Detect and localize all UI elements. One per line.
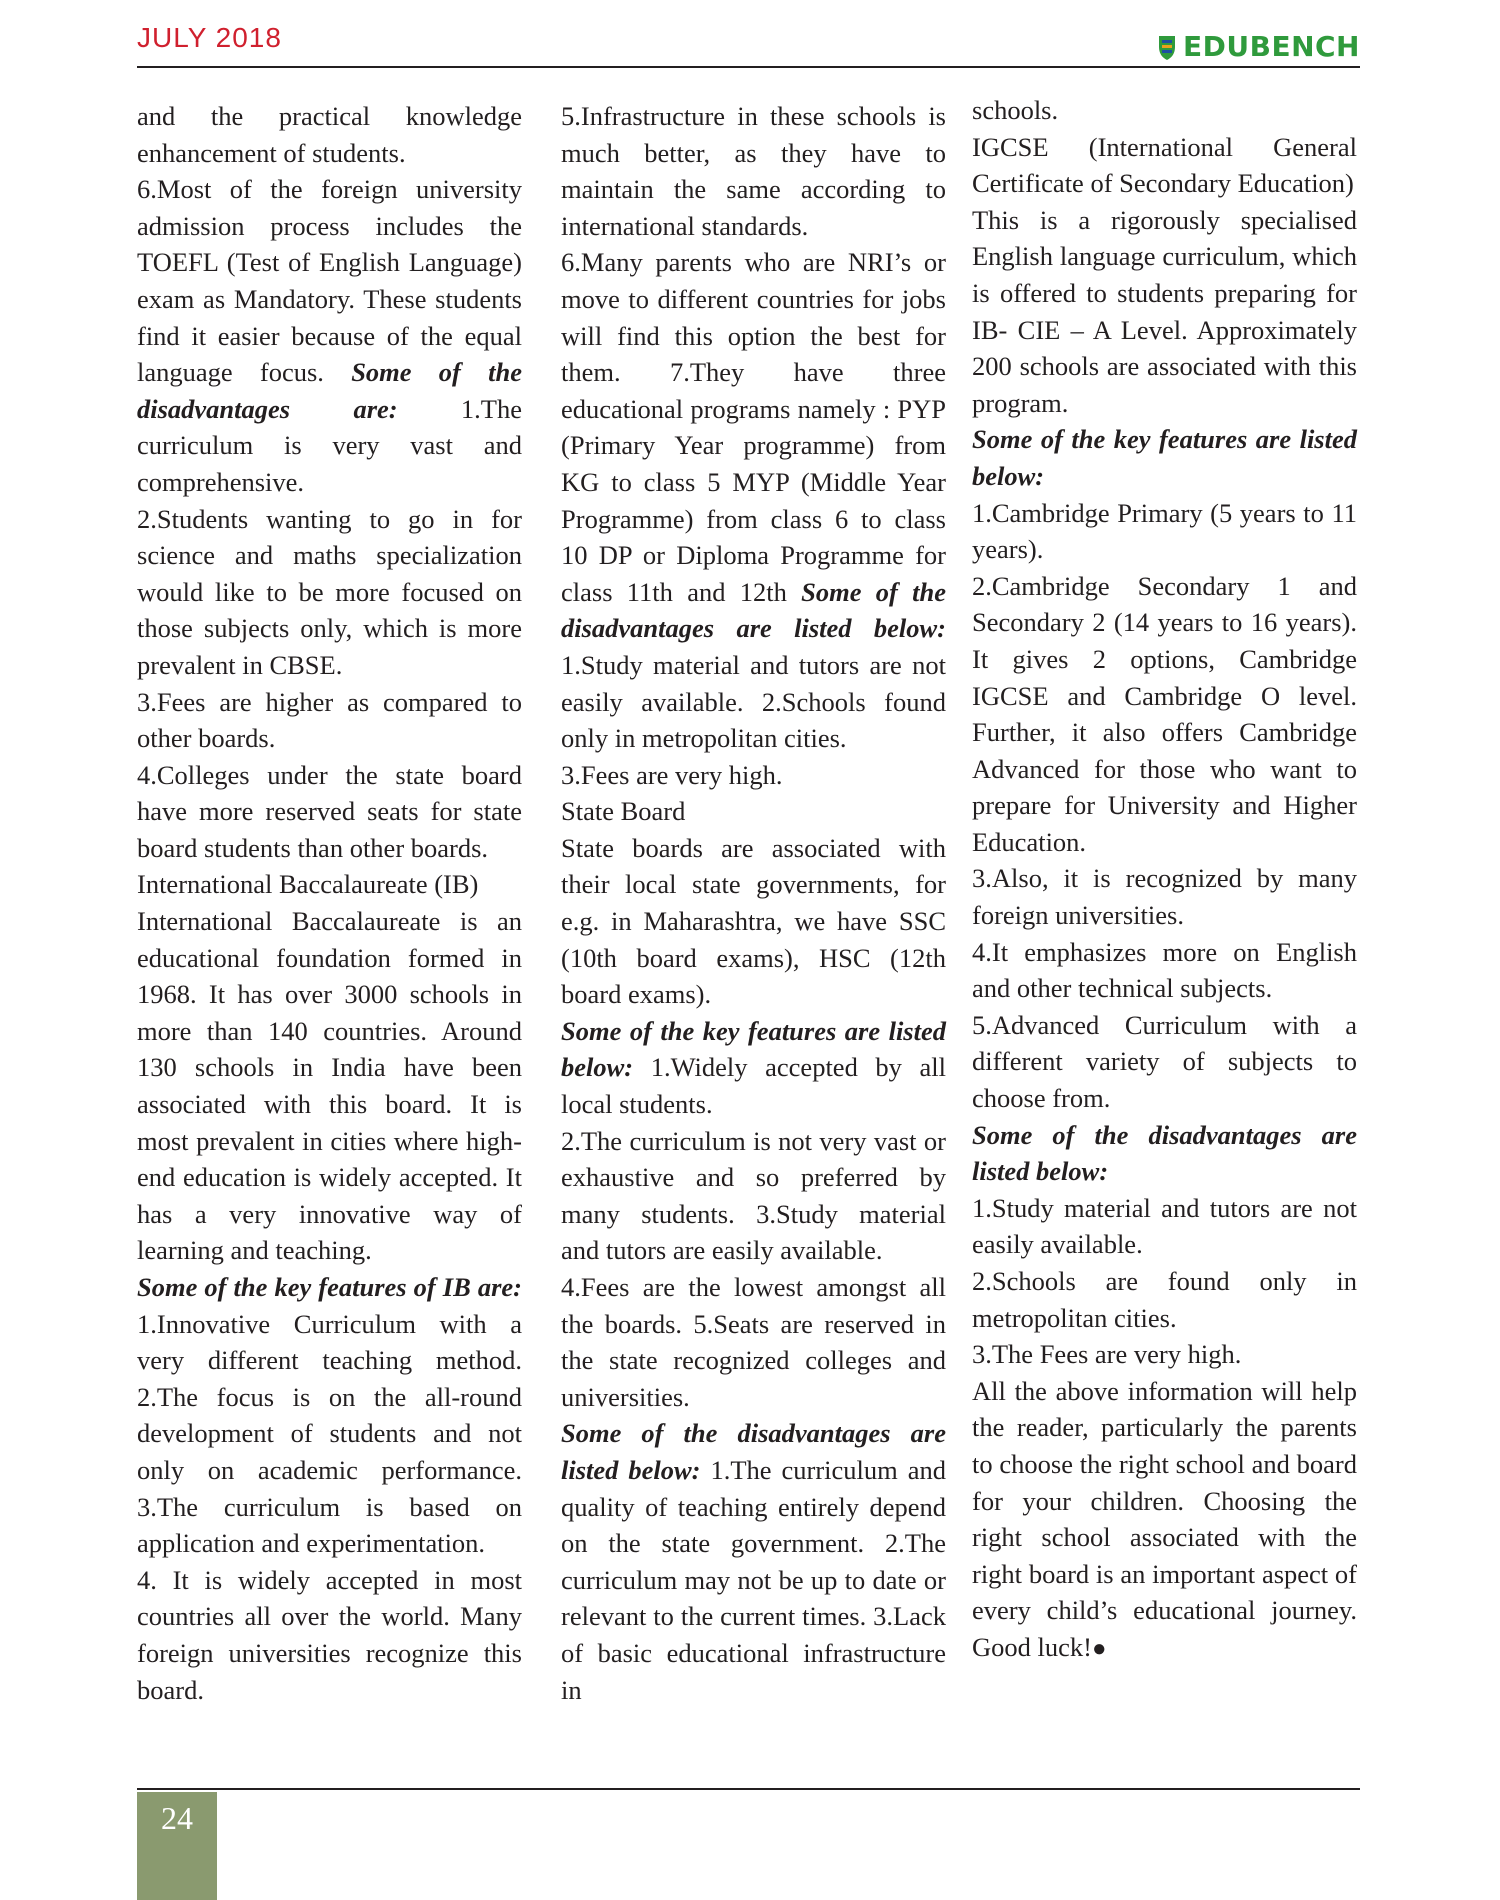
paragraph-text: 1.The curriculum is very vast and comprehensive. <box>137 393 522 497</box>
footer-divider <box>137 1788 1360 1790</box>
disadvantages-heading: Some of the disadvantages are listed below: <box>972 1119 1357 1187</box>
text-column-2 <box>561 98 946 1708</box>
page-number-tab <box>137 1792 217 1900</box>
paragraph-text: 1.Widely accepted by all local students. <box>561 1052 946 1120</box>
issue-date: JULY 2018 <box>137 22 282 53</box>
paragraph <box>972 1373 1357 1668</box>
paragraph: and the practical knowledge enhancement of students. <box>137 101 522 168</box>
disadvantages-heading: Some of the disadvantages are listed below: <box>561 576 946 644</box>
conclusion-text: All the above information will help the reader, particularly the parents to choose the right school and board for your children. Choosing the right school associated with the right board is an important aspect of every child’s educational journey. Good luck! <box>972 1375 1357 1662</box>
edubench-emblem-icon <box>1157 33 1177 61</box>
paragraph: 5.Advanced Curriculum with a different variety of subjects to choose from. <box>972 1009 1357 1114</box>
brand-name: EDUBENCH <box>1183 30 1360 63</box>
paragraph: This is a rigorously specialised English language curriculum, which is offered to students preparing for IB- CIE – A Level. Approximately 200 schools are associated with this program. <box>972 204 1357 418</box>
paragraph: 4.It emphasizes more on English and other technical subjects. <box>972 936 1357 1004</box>
paragraph-text: 1.The curriculum and quality of teaching entirely depend on the state government. 2.The curriculum may not be up to date or relevant to the current times. 3.Lack of basic educational infrastructure in <box>561 1454 946 1705</box>
section-heading-igcse: IGCSE (International General Certificate of Secondary Education) <box>972 131 1357 199</box>
paragraph-text: 1.Innovative Curriculum with a very different teaching method. 2.The focus is on the all-round development of students and not only on academic performance. 3.The curriculum is based on application and experimentation. <box>137 1308 522 1559</box>
text-column-3 <box>972 92 1357 1668</box>
paragraph: 5.Infrastructure in these schools is much better, as they have to maintain the same according to international standards. <box>561 101 946 241</box>
paragraph: schools. <box>972 95 1059 125</box>
paragraph: 2.Students wanting to go in for science and maths specialization would like to be more focused on those subjects only, which is more prevalent in CBSE. <box>137 503 522 680</box>
paragraph <box>137 171 522 500</box>
page-number: 24 <box>161 1800 193 1836</box>
disadvantages-heading: Some of the disadvantages are: <box>137 357 522 424</box>
paragraph-text: 1.Study material and tutors are not easily available. 2.Schools found only in metropolitan cities. <box>561 649 946 754</box>
paragraph: State boards are associated with their local state governments, for e.g. in Maharashtra, we have SSC (10th board exams), HSC (12th board exams). <box>561 832 946 1010</box>
paragraph: 1.Cambridge Primary (5 years to 11 years). <box>972 497 1357 565</box>
paragraph: 4. It is widely accepted in most countries all over the world. Many foreign universities recognize this board. <box>137 1564 522 1705</box>
section-heading-state-board: State Board <box>561 796 686 827</box>
paragraph: 3.The Fees are very high. <box>972 1339 1242 1370</box>
paragraph <box>561 244 946 756</box>
paragraph-text: 6.Many parents who are NRI’s or move to different countries for jobs will find this option the best for them. 7.They have three educational programs namely : PYP (Primary Year programme) from KG to class 5 MYP (Middle Year Programme) from class 6 to class 10 DP or Diploma Programme for class 11th and 12th <box>561 247 946 607</box>
paragraph: 4.Colleges under the state board have more reserved seats for state board students than other boards. <box>137 759 522 863</box>
text-column-1 <box>137 98 522 1708</box>
paragraph: 2.Cambridge Secondary 1 and Secondary 2 (14 years to 16 years). It gives 2 options, Cambridge IGCSE and Cambridge O level. Further, it also offers Cambridge Advanced for those who want to prepare for University and Higher Education. <box>972 570 1357 857</box>
paragraph: 2.Schools are found only in metropolitan cities. <box>972 1266 1357 1333</box>
key-features-heading: Some of the key features are listed below: <box>972 424 1357 491</box>
paragraph: International Baccalaureate is an educational foundation formed in 1968. It has over 3000 schools in more than 140 countries. Around 130 schools in India have been associated with this board. It is most prevalent in cities where high-end education is widely accepted. It has a very innovative way of learning and teaching. <box>137 906 522 1266</box>
key-features-heading: Some of the key features are listed below: <box>561 1015 946 1083</box>
paragraph <box>561 1415 946 1708</box>
end-of-article-mark: ● <box>1091 1635 1107 1662</box>
brand-logo <box>1157 30 1360 63</box>
paragraph <box>137 1269 522 1562</box>
paragraph: 3.Fees are very high. <box>561 759 783 790</box>
paragraph: 4.Fees are the lowest amongst all the boards. 5.Seats are reserved in the state recognized colleges and universities. <box>561 1272 946 1412</box>
paragraph <box>561 1013 946 1123</box>
paragraph: 2.The curriculum is not very vast or exhaustive and so preferred by many students. 3.Study material and tutors are easily available. <box>561 1125 946 1266</box>
section-heading-ib: International Baccalaureate (IB) <box>137 869 479 900</box>
key-features-heading: Some of the key features of IB are: <box>137 1272 522 1302</box>
paragraph: 1.Study material and tutors are not easily available. <box>972 1192 1357 1260</box>
disadvantages-heading: Some of the disadvantages are listed below: <box>561 1418 946 1485</box>
paragraph: 3.Also, it is recognized by many foreign universities. <box>972 863 1357 931</box>
paragraph: 3.Fees are higher as compared to other boards. <box>137 686 522 754</box>
header-divider <box>137 66 1360 68</box>
paragraph-text: 6.Most of the foreign university admission process includes the TOEFL (Test of English Language) exam as Mandatory. These students find it easier because of the equal language focus. <box>137 174 522 388</box>
